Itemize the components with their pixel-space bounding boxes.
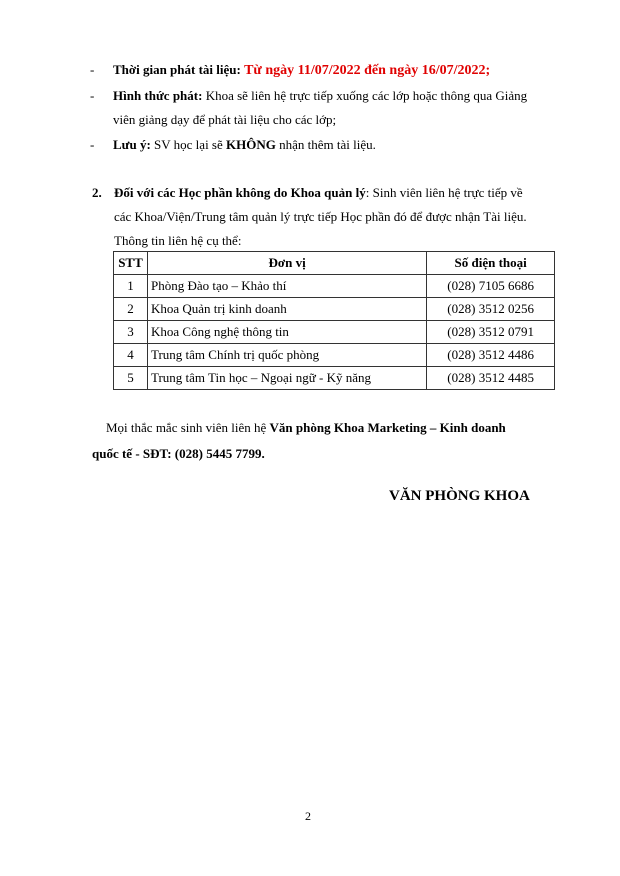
bullet-dash: - xyxy=(90,62,95,77)
contact-paragraph xyxy=(92,415,552,467)
cell-stt: 2 xyxy=(114,298,148,321)
cell-phone: (028) 3512 4485 xyxy=(427,367,555,390)
table-row xyxy=(114,275,555,298)
table-row xyxy=(114,298,555,321)
table-row xyxy=(114,367,555,390)
section-text: các Khoa/Viện/Trung tâm quản lý trực tiếp Học phần đó để được nhận Tài liệu. xyxy=(114,209,527,224)
distribution-dates: Từ ngày 11/07/2022 đến ngày 16/07/2022; xyxy=(244,63,491,78)
bullet-dash: - xyxy=(90,137,95,152)
cell-phone: (028) 3512 0256 xyxy=(427,298,555,321)
bullet-label: Hình thức phát: xyxy=(113,88,203,103)
cell-phone: (028) 3512 4486 xyxy=(427,344,555,367)
header-unit: Đơn vị xyxy=(147,252,426,275)
cell-stt: 1 xyxy=(114,275,148,298)
cell-phone: (028) 3512 0791 xyxy=(427,321,555,344)
header-stt: STT xyxy=(114,252,148,275)
page-number: 2 xyxy=(305,809,311,823)
cell-stt: 4 xyxy=(114,344,148,367)
bullet-text: SV học lại sẽ xyxy=(154,137,223,152)
section-text: Thông tin liên hệ cụ thể: xyxy=(114,233,242,248)
contact-text: Mọi thắc mắc sinh viên liên hệ xyxy=(106,420,267,435)
cell-unit: Khoa Quản trị kinh doanh xyxy=(147,298,426,321)
signature: VĂN PHÒNG KHOA xyxy=(389,488,530,504)
cell-unit: Khoa Công nghệ thông tin xyxy=(147,321,426,344)
cell-unit: Phòng Đào tạo – Khảo thí xyxy=(147,275,426,298)
section-number: 2. xyxy=(92,185,102,200)
cell-unit: Trung tâm Chính trị quốc phòng xyxy=(147,344,426,367)
bullet-text: Khoa sẽ liên hệ trực tiếp xuống các lớp hoặc thông qua Giảng xyxy=(205,88,528,103)
header-phone: Số điện thoại xyxy=(427,252,555,275)
bullet-text: viên giảng dạy để phát tài liệu cho các lớp; xyxy=(113,112,337,127)
section-heading: Đối với các Học phần không do Khoa quản lý xyxy=(114,185,366,200)
table-row xyxy=(114,321,555,344)
section-text: : Sinh viên liên hệ trực tiếp về xyxy=(365,185,523,200)
bullet-label: Thời gian phát tài liệu: xyxy=(113,62,241,77)
contact-table xyxy=(113,251,555,390)
bullet-text: nhận thêm tài liệu. xyxy=(279,137,376,152)
emphasis-text: KHÔNG xyxy=(226,137,276,152)
office-name: Văn phòng Khoa Marketing – Kinh doanh xyxy=(269,420,506,435)
cell-phone: (028) 7105 6686 xyxy=(427,275,555,298)
table-header-row xyxy=(114,252,555,275)
cell-unit: Trung tâm Tin học – Ngoại ngữ - Kỹ năng xyxy=(147,367,426,390)
bullet-label: Lưu ý: xyxy=(113,137,151,152)
bullet-dash: - xyxy=(90,88,95,103)
table-row xyxy=(114,344,555,367)
cell-stt: 3 xyxy=(114,321,148,344)
office-phone: quốc tế - SĐT: (028) 5445 7799. xyxy=(92,446,265,461)
cell-stt: 5 xyxy=(114,367,148,390)
